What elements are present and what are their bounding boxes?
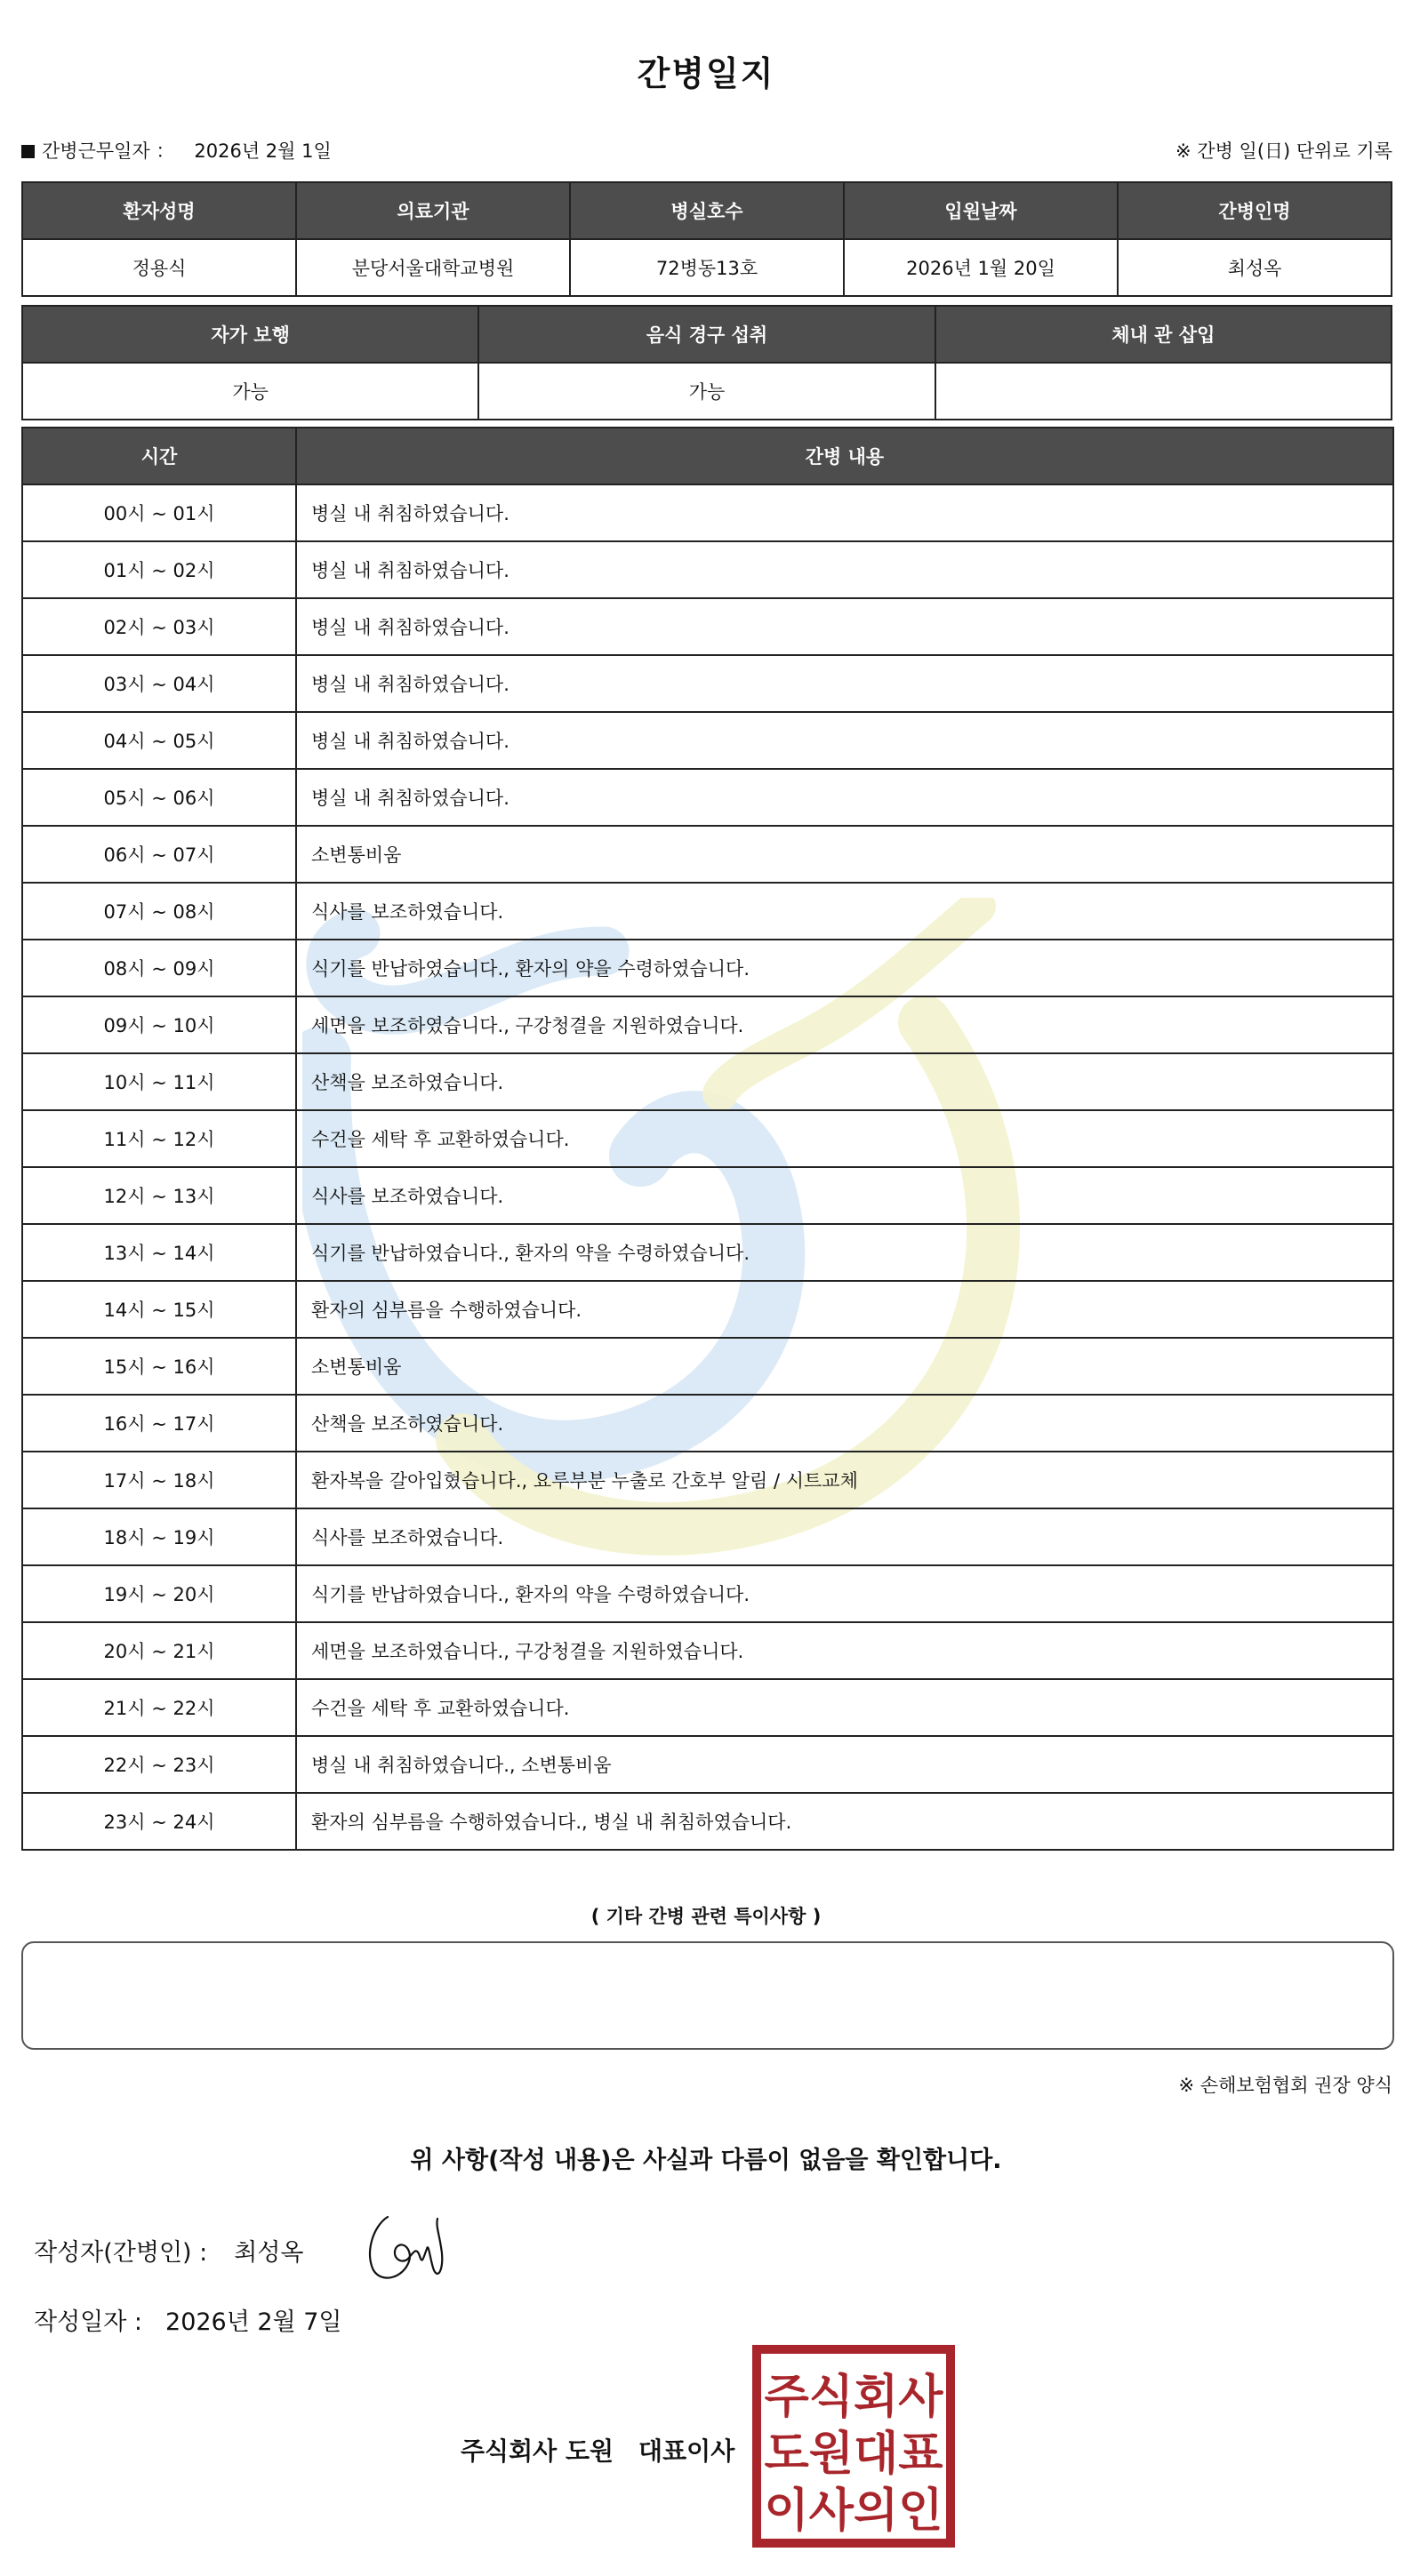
company-seal (752, 2345, 955, 2548)
care-content-cell: 병실 내 취침하였습니다. (296, 598, 1393, 655)
time-cell: 15시 ~ 16시 (22, 1338, 296, 1395)
header-oral-intake: 음식 경구 섭취 (478, 306, 935, 363)
time-cell: 09시 ~ 10시 (22, 996, 296, 1053)
tube-insertion (935, 363, 1392, 420)
time-cell: 23시 ~ 24시 (22, 1793, 296, 1850)
company-name: 주식회사 도원 (461, 2436, 614, 2466)
care-content-cell: 산책을 보조하였습니다. (296, 1053, 1393, 1110)
written-date-label: 작성일자 : (34, 2308, 143, 2336)
care-content-cell: 병실 내 취침하였습니다. (296, 769, 1393, 826)
patient-status-table (21, 305, 1392, 420)
care-content-cell: 소변통비움 (296, 1338, 1393, 1395)
confirmation-statement: 위 사항(작성 내용)은 사실과 다름이 없음을 확인합니다. (410, 2147, 1002, 2174)
seal-text-line: 도원대표 (764, 2428, 943, 2481)
table-row (22, 655, 1393, 712)
written-date-value: 2026년 2월 7일 (165, 2308, 342, 2336)
company (461, 2432, 734, 2468)
care-content-cell: 세면을 보조하였습니다., 구강청결을 지원하였습니다. (296, 996, 1393, 1053)
header-tube-insertion: 체내 관 삽입 (935, 306, 1392, 363)
form-note: ※ 손해보험협회 권장 양식 (1178, 2075, 1392, 2096)
care-content-cell: 병실 내 취침하였습니다. (296, 541, 1393, 598)
self-walking: 가능 (22, 363, 478, 420)
header-room: 병실호수 (570, 182, 844, 239)
patient-info-table (21, 181, 1392, 297)
table-row (22, 1110, 1393, 1167)
table-row (22, 598, 1393, 655)
table-row (22, 1452, 1393, 1508)
care-content-cell: 세면을 보조하였습니다., 구강청결을 지원하였습니다. (296, 1622, 1393, 1679)
table-row (22, 484, 1393, 541)
time-cell: 06시 ~ 07시 (22, 826, 296, 883)
header-time: 시간 (22, 428, 296, 484)
time-cell: 10시 ~ 11시 (22, 1053, 296, 1110)
care-content-cell: 소변통비움 (296, 826, 1393, 883)
header-caregiver-name: 간병인명 (1118, 182, 1392, 239)
table-row (22, 363, 1392, 420)
oral-intake: 가능 (478, 363, 935, 420)
admission-date: 2026년 1월 20일 (844, 239, 1118, 296)
time-cell: 11시 ~ 12시 (22, 1110, 296, 1167)
seal-text-line: 주식회사 (764, 2371, 943, 2424)
square-bullet-icon (21, 145, 35, 158)
table-row (22, 712, 1393, 769)
room: 72병동13호 (570, 239, 844, 296)
care-content-cell: 식사를 보조하였습니다. (296, 883, 1393, 940)
patient-name: 정용식 (22, 239, 296, 296)
table-row (22, 996, 1393, 1053)
table-row (22, 1167, 1393, 1224)
time-cell: 00시 ~ 01시 (22, 484, 296, 541)
time-cell: 08시 ~ 09시 (22, 940, 296, 996)
time-cell: 01시 ~ 02시 (22, 541, 296, 598)
header-hospital: 의료기관 (296, 182, 570, 239)
header-care-content: 간병 내용 (296, 428, 1393, 484)
caregiver-name: 최성옥 (1118, 239, 1392, 296)
notes-box (21, 1941, 1394, 2050)
time-cell: 20시 ~ 21시 (22, 1622, 296, 1679)
header-patient-name: 환자성명 (22, 182, 296, 239)
time-cell: 05시 ~ 06시 (22, 769, 296, 826)
author-name: 최성옥 (234, 2239, 304, 2267)
table-row (22, 1679, 1393, 1736)
care-content-cell: 병실 내 취침하였습니다., 소변통비움 (296, 1736, 1393, 1793)
care-content-cell: 수건을 세탁 후 교환하였습니다. (296, 1110, 1393, 1167)
table-row (22, 826, 1393, 883)
table-header-row (22, 182, 1392, 239)
time-cell: 16시 ~ 17시 (22, 1395, 296, 1452)
table-row (22, 1281, 1393, 1338)
work-date-value: 2026년 2월 1일 (194, 140, 332, 162)
hospital: 분당서울대학교병원 (296, 239, 570, 296)
time-cell: 21시 ~ 22시 (22, 1679, 296, 1736)
written-date (34, 2302, 342, 2337)
time-cell: 22시 ~ 23시 (22, 1736, 296, 1793)
table-row (22, 1508, 1393, 1565)
care-content-cell: 식기를 반납하였습니다., 환자의 약을 수령하였습니다. (296, 1565, 1393, 1622)
table-row (22, 940, 1393, 996)
notes-title: ( 기타 간병 관련 특이사항 ) (590, 1906, 822, 1927)
table-row (22, 883, 1393, 940)
care-log-table (21, 427, 1394, 1851)
author-label: 작성자(간병인) : (34, 2239, 208, 2267)
care-content-cell: 수건을 세탁 후 교환하였습니다. (296, 1679, 1393, 1736)
table-row (22, 1793, 1393, 1850)
table-row (22, 239, 1392, 296)
time-cell: 13시 ~ 14시 (22, 1224, 296, 1281)
work-date-label: 간병근무일자 ： (42, 140, 175, 162)
signature (357, 2210, 455, 2290)
time-cell: 02시 ~ 03시 (22, 598, 296, 655)
header-self-walking: 자가 보행 (22, 306, 478, 363)
seal-text-line: 이사의인 (764, 2484, 943, 2538)
time-cell: 07시 ~ 08시 (22, 883, 296, 940)
care-content-cell: 환자의 심부름을 수행하였습니다., 병실 내 취침하였습니다. (296, 1793, 1393, 1850)
table-header-row (22, 306, 1392, 363)
time-cell: 12시 ~ 13시 (22, 1167, 296, 1224)
time-cell: 18시 ~ 19시 (22, 1508, 296, 1565)
header-admission-date: 입원날짜 (844, 182, 1118, 239)
care-content-cell: 식사를 보조하였습니다. (296, 1167, 1393, 1224)
work-date (21, 137, 332, 164)
care-content-cell: 병실 내 취침하였습니다. (296, 655, 1393, 712)
table-row (22, 1565, 1393, 1622)
table-row (22, 541, 1393, 598)
table-header-row (22, 428, 1393, 484)
table-row (22, 769, 1393, 826)
care-content-cell: 병실 내 취침하였습니다. (296, 484, 1393, 541)
time-cell: 04시 ~ 05시 (22, 712, 296, 769)
table-row (22, 1736, 1393, 1793)
table-row (22, 1395, 1393, 1452)
care-content-cell: 환자복을 갈아입혔습니다., 요루부분 누출로 간호부 알림 / 시트교체 (296, 1452, 1393, 1508)
unit-note: ※ 간병 일(日) 단위로 기록 (1175, 140, 1392, 162)
table-row (22, 1622, 1393, 1679)
care-content-cell: 식기를 반납하였습니다., 환자의 약을 수령하였습니다. (296, 1224, 1393, 1281)
table-row (22, 1224, 1393, 1281)
table-row (22, 1338, 1393, 1395)
time-cell: 17시 ~ 18시 (22, 1452, 296, 1508)
time-cell: 14시 ~ 15시 (22, 1281, 296, 1338)
author (34, 2233, 304, 2268)
document-title: 간병일지 (637, 54, 775, 93)
time-cell: 19시 ~ 20시 (22, 1565, 296, 1622)
table-row (22, 1053, 1393, 1110)
care-content-cell: 환자의 심부름을 수행하였습니다. (296, 1281, 1393, 1338)
company-representative: 대표이사 (638, 2436, 735, 2466)
time-cell: 03시 ~ 04시 (22, 655, 296, 712)
care-content-cell: 식사를 보조하였습니다. (296, 1508, 1393, 1565)
care-content-cell: 병실 내 취침하였습니다. (296, 712, 1393, 769)
care-content-cell: 산책을 보조하였습니다. (296, 1395, 1393, 1452)
care-content-cell: 식기를 반납하였습니다., 환자의 약을 수령하였습니다. (296, 940, 1393, 996)
